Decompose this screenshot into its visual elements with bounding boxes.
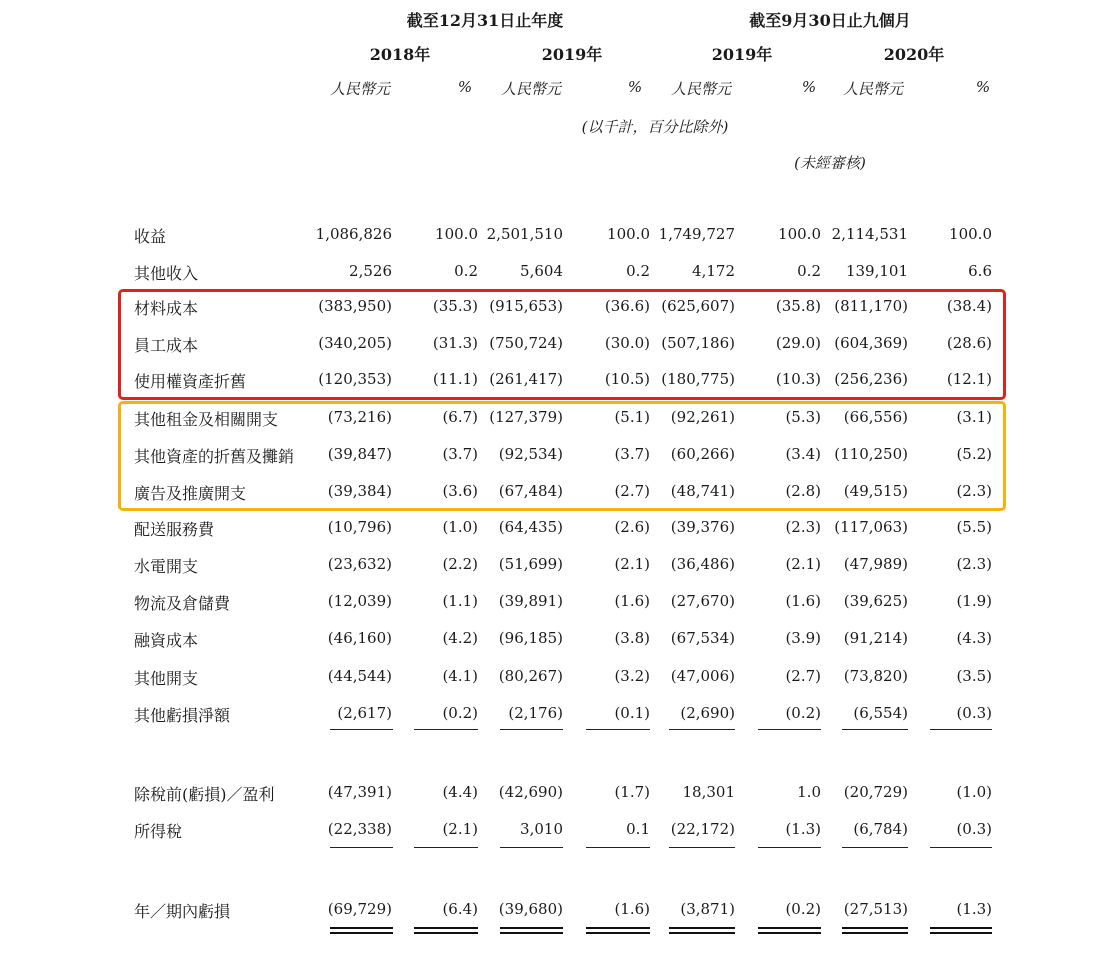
cell-amount: (48,741) — [670, 482, 735, 500]
cell-percent: (4.1) — [442, 667, 478, 685]
period-heading-nine-months: 截至9月30日止九個月 — [749, 11, 911, 30]
cell-percent: (1.1) — [442, 592, 478, 610]
cell-amount: 18,301 — [682, 783, 735, 801]
cell-percent: (0.1) — [614, 704, 650, 722]
cell-percent: 100.0 — [949, 225, 992, 243]
row-label: 其他開支 — [134, 669, 199, 688]
cell-amount: (20,729) — [843, 783, 908, 801]
cell-percent: (5.1) — [614, 408, 650, 426]
unit-rmb-2020-9m: 人民幣元 — [842, 80, 903, 98]
cell-percent: (1.0) — [442, 518, 478, 536]
cell-amount: (6,784) — [853, 820, 908, 838]
cell-amount: (117,063) — [834, 518, 908, 536]
unit-pct-2018: % — [457, 78, 473, 96]
cell-amount: (256,236) — [834, 370, 908, 388]
row-label: 員工成本 — [134, 336, 199, 355]
cell-amount: (750,724) — [489, 334, 563, 352]
cell-amount: (73,216) — [327, 408, 392, 426]
unaudited-note: (未經審核) — [794, 154, 866, 172]
cell-amount: 2,114,531 — [831, 225, 908, 243]
cell-percent: (30.0) — [604, 334, 650, 352]
cell-percent: (0.2) — [785, 900, 821, 918]
row-label: 除稅前(虧損)／盈利 — [134, 785, 275, 804]
cell-amount: (22,172) — [670, 820, 735, 838]
row-label: 年／期內虧損 — [134, 902, 231, 921]
subtotal-rule — [669, 847, 735, 848]
cell-amount: 2,501,510 — [486, 225, 563, 243]
row-label: 所得稅 — [134, 822, 183, 841]
cell-amount: (625,607) — [661, 297, 735, 315]
total-double-rule — [586, 927, 650, 934]
unit-rmb-2019: 人民幣元 — [500, 80, 561, 98]
cell-amount: (96,185) — [498, 629, 563, 647]
cell-amount: (73,820) — [843, 667, 908, 685]
cell-percent: (3.4) — [785, 445, 821, 463]
cell-amount: (2,617) — [337, 704, 392, 722]
cell-amount: (127,379) — [489, 408, 563, 426]
cell-amount: (383,950) — [318, 297, 392, 315]
row-label: 材料成本 — [134, 299, 199, 318]
cell-amount: (23,632) — [327, 555, 392, 573]
subtotal-rule — [930, 729, 992, 730]
cell-amount: (27,670) — [670, 592, 735, 610]
cell-percent: (3.6) — [442, 482, 478, 500]
cell-amount: (10,796) — [327, 518, 392, 536]
cell-percent: (5.2) — [956, 445, 992, 463]
cell-percent: 0.1 — [626, 820, 650, 838]
total-double-rule — [414, 927, 478, 934]
cell-percent: (0.3) — [956, 820, 992, 838]
cell-amount: (12,039) — [327, 592, 392, 610]
cell-amount: (39,891) — [498, 592, 563, 610]
cell-amount: (507,186) — [661, 334, 735, 352]
cell-percent: (1.0) — [956, 783, 992, 801]
cell-percent: (0.2) — [785, 704, 821, 722]
cell-amount: (66,556) — [843, 408, 908, 426]
cell-amount: (36,486) — [670, 555, 735, 573]
subtotal-rule — [842, 729, 908, 730]
cell-percent: (35.8) — [775, 297, 821, 315]
cell-percent: (2.1) — [614, 555, 650, 573]
cell-amount: (604,369) — [834, 334, 908, 352]
cell-amount: (91,214) — [843, 629, 908, 647]
total-double-rule — [842, 927, 908, 934]
cell-percent: 0.2 — [797, 262, 821, 280]
row-label: 配送服務費 — [134, 520, 215, 539]
cell-percent: 100.0 — [778, 225, 821, 243]
cell-percent: 1.0 — [797, 783, 821, 801]
cell-amount: (42,690) — [498, 783, 563, 801]
total-double-rule — [500, 927, 563, 934]
subtotal-rule — [930, 847, 992, 848]
year-heading-2018: 2018年 — [369, 45, 431, 64]
unit-rmb-2018: 人民幣元 — [329, 80, 390, 98]
cell-percent: (6.7) — [442, 408, 478, 426]
cell-percent: (1.6) — [614, 900, 650, 918]
cell-amount: (261,417) — [489, 370, 563, 388]
cell-amount: 1,749,727 — [658, 225, 735, 243]
cell-amount: (92,534) — [498, 445, 563, 463]
cell-percent: (10.3) — [775, 370, 821, 388]
cell-percent: (5.3) — [785, 408, 821, 426]
cell-amount: (39,625) — [843, 592, 908, 610]
cell-percent: (2.1) — [785, 555, 821, 573]
subtotal-rule — [330, 729, 393, 730]
cell-percent: (31.3) — [432, 334, 478, 352]
cell-amount: (811,170) — [834, 297, 908, 315]
cell-amount: (120,353) — [318, 370, 392, 388]
cell-percent: (1.3) — [956, 900, 992, 918]
cell-percent: (2.1) — [442, 820, 478, 838]
cell-percent: (1.6) — [785, 592, 821, 610]
cell-percent: (35.3) — [432, 297, 478, 315]
row-label: 其他租金及相關開支 — [134, 410, 279, 429]
cell-percent: (2.3) — [956, 555, 992, 573]
cell-percent: (2.3) — [785, 518, 821, 536]
subtotal-rule — [669, 729, 735, 730]
unit-pct-2019-9m: % — [801, 78, 817, 96]
cell-percent: 0.2 — [454, 262, 478, 280]
total-double-rule — [758, 927, 821, 934]
cell-amount: (80,267) — [498, 667, 563, 685]
cell-percent: (4.4) — [442, 783, 478, 801]
cell-amount: (110,250) — [834, 445, 908, 463]
cell-amount: (44,544) — [327, 667, 392, 685]
cell-amount: (67,534) — [670, 629, 735, 647]
unit-pct-2019: % — [627, 78, 643, 96]
period-heading-year-end: 截至12月31日止年度 — [406, 11, 564, 30]
cell-amount: (46,160) — [327, 629, 392, 647]
cell-percent: (1.3) — [785, 820, 821, 838]
cell-percent: (28.6) — [946, 334, 992, 352]
cell-percent: (3.1) — [956, 408, 992, 426]
cell-percent: (4.3) — [956, 629, 992, 647]
row-label: 其他收入 — [134, 264, 199, 283]
cell-percent: (3.5) — [956, 667, 992, 685]
cell-percent: (10.5) — [604, 370, 650, 388]
cell-amount: (340,205) — [318, 334, 392, 352]
cell-amount: (39,847) — [327, 445, 392, 463]
cell-amount: (3,871) — [680, 900, 735, 918]
cell-amount: (92,261) — [670, 408, 735, 426]
row-label: 水電開支 — [134, 557, 199, 576]
cell-amount: 2,526 — [349, 262, 392, 280]
cell-amount: (22,338) — [327, 820, 392, 838]
cell-percent: (1.6) — [614, 592, 650, 610]
cell-percent: (1.9) — [956, 592, 992, 610]
cell-amount: (180,775) — [661, 370, 735, 388]
cell-percent: (2.7) — [614, 482, 650, 500]
cell-amount: 4,172 — [692, 262, 735, 280]
subtotal-rule — [330, 847, 393, 848]
row-label: 融資成本 — [134, 631, 199, 650]
cell-amount: (47,391) — [327, 783, 392, 801]
cell-amount: (64,435) — [498, 518, 563, 536]
cell-percent: (29.0) — [775, 334, 821, 352]
subtotal-rule — [758, 847, 821, 848]
cell-percent: (38.4) — [946, 297, 992, 315]
cell-percent: (3.7) — [442, 445, 478, 463]
year-heading-2020-9m: 2020年 — [883, 45, 945, 64]
cell-amount: (60,266) — [670, 445, 735, 463]
total-double-rule — [669, 927, 735, 934]
row-label: 收益 — [134, 227, 167, 246]
cell-amount: (27,513) — [843, 900, 908, 918]
row-label: 物流及倉儲費 — [134, 594, 231, 613]
cell-percent: 100.0 — [607, 225, 650, 243]
cell-percent: (36.6) — [604, 297, 650, 315]
cell-amount: (47,006) — [670, 667, 735, 685]
cell-amount: (69,729) — [327, 900, 392, 918]
subtotal-rule — [758, 729, 821, 730]
cell-amount: (2,690) — [680, 704, 735, 722]
cell-percent: (3.9) — [785, 629, 821, 647]
cell-amount: (6,554) — [853, 704, 908, 722]
cell-percent: (3.7) — [614, 445, 650, 463]
cell-percent: (0.3) — [956, 704, 992, 722]
row-label: 使用權資產折舊 — [134, 372, 247, 391]
cell-percent: (12.1) — [946, 370, 992, 388]
cell-percent: (6.4) — [442, 900, 478, 918]
year-heading-2019: 2019年 — [541, 45, 603, 64]
cell-amount: (39,376) — [670, 518, 735, 536]
cell-amount: 1,086,826 — [315, 225, 392, 243]
row-label: 其他虧損淨額 — [134, 706, 231, 725]
total-double-rule — [330, 927, 393, 934]
cell-percent: 0.2 — [626, 262, 650, 280]
cell-percent: (2.2) — [442, 555, 478, 573]
cell-amount: 5,604 — [520, 262, 563, 280]
cell-percent: (2.7) — [785, 667, 821, 685]
cell-amount: 3,010 — [520, 820, 563, 838]
unit-pct-2020-9m: % — [975, 78, 991, 96]
subtotal-rule — [586, 847, 650, 848]
thousands-note: (以千計，百分比除外) — [581, 118, 729, 136]
subtotal-rule — [842, 847, 908, 848]
cell-amount: (67,484) — [498, 482, 563, 500]
cell-percent: (2.3) — [956, 482, 992, 500]
year-heading-2019-9m: 2019年 — [711, 45, 773, 64]
cell-amount: (39,384) — [327, 482, 392, 500]
cell-amount: (51,699) — [498, 555, 563, 573]
subtotal-rule — [414, 729, 478, 730]
cell-percent: 6.6 — [968, 262, 992, 280]
cell-amount: (49,515) — [843, 482, 908, 500]
cell-percent: (5.5) — [956, 518, 992, 536]
subtotal-rule — [500, 847, 563, 848]
subtotal-rule — [414, 847, 478, 848]
row-label: 廣告及推廣開支 — [134, 484, 247, 503]
cell-percent: 100.0 — [435, 225, 478, 243]
cell-percent: (2.6) — [614, 518, 650, 536]
cell-percent: (3.2) — [614, 667, 650, 685]
cell-percent: (11.1) — [432, 370, 478, 388]
total-double-rule — [930, 927, 992, 934]
cell-percent: (1.7) — [614, 783, 650, 801]
cell-percent: (2.8) — [785, 482, 821, 500]
subtotal-rule — [586, 729, 650, 730]
subtotal-rule — [500, 729, 563, 730]
cell-amount: (39,680) — [498, 900, 563, 918]
cell-percent: (3.8) — [614, 629, 650, 647]
cell-amount: (2,176) — [508, 704, 563, 722]
row-label: 其他資產的折舊及攤銷 — [134, 447, 295, 466]
cell-amount: (915,653) — [489, 297, 563, 315]
cell-amount: (47,989) — [843, 555, 908, 573]
cell-amount: 139,101 — [845, 262, 908, 280]
cell-percent: (0.2) — [442, 704, 478, 722]
cell-percent: (4.2) — [442, 629, 478, 647]
unit-rmb-2019-9m: 人民幣元 — [670, 80, 731, 98]
